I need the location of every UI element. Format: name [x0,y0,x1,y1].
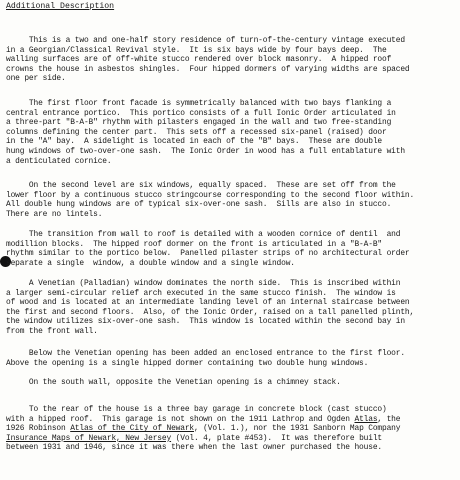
paragraph-front-facade [6,99,458,166]
text-line: The first floor front facade is symmetrically balanced with two bays flanking a [6,99,392,108]
text-line: rhythm similar to the portico below. Panelled pilaster strips of no architectural order [6,249,410,259]
text-line: central entrance portico. This portico consists of a full Ionic Order articulated in [6,108,396,118]
paragraph-garage [6,405,458,453]
text-line: lower floor by a continuous stucco stringcourse corresponding to the second floor within. [6,190,415,200]
text-line: hung windows of two-over-one sash. The Ionic Order in wood has a full entablature with [6,146,405,156]
text-line: All double hung windows are of typical six-over-one sash. Sills are also in stucco. [6,200,392,210]
paragraph-second-level [6,181,458,219]
text-line: walling surfaces are of off-white stucco rendered over block masonry. A hipped roof [6,55,392,65]
paragraph-roof-transition [6,230,458,268]
text-line: the first and second floors. Also, of the Ionic Order, raised on a tall panelled plinth, [6,307,415,317]
text-line: A Venetian (Palladian) window dominates the north side. This is inscribed within [6,279,401,288]
text-line: a denticulated cornice. [6,156,112,166]
section-heading: Additional Description [6,2,115,11]
text-line: On the south wall, opposite the Venetian opening is a chimney stack. [6,378,341,387]
text-line: crowns the house in asbestos shingles. Four hipped dormers of varying widths are spaced [6,64,410,74]
text-line: separate a single window, a double window and a single window. [6,258,295,268]
text-line: between 1931 and 1946, since it was there when the last owner purchased the house. [6,443,382,453]
text-line: To the rear of the house is a three bay garage in concrete block (cast stucco) [6,405,387,414]
paragraph-overview [6,36,458,84]
text-line: Below the Venetian opening has been added an enclosed entrance to the first floor. [6,349,405,358]
text-line: a three-part "B-A-B" rhythm with pilasters engaged in the wall and two free-standing [6,118,392,128]
text-line: one per side. [6,74,66,84]
text-line: The transition from wall to roof is detailed with a wooden cornice of dentil and [6,230,401,239]
text-line: with a hipped roof. This garage is not shown on the 1911 Lathrop and Ogden Atlas, the [6,414,401,424]
paragraph-chimney [6,378,458,388]
text-line: This is a two and one-half story residence of turn-of-the-century vintage executed [6,36,405,45]
text-line: in a Georgian/Classical Revival style. It is six bays wide by four bays deep. The [6,45,387,55]
text-line: modillion blocks. The hipped roof dormer on the front is articulated in a "B-A-B" [6,239,382,249]
text-line: columns defining the center part. This sets off a recessed six-panel (raised) door [6,127,387,137]
text-line: Above the opening is a single hipped dormer containing two double hung windows. [6,358,369,368]
paragraph-enclosed-entrance [6,349,458,368]
text-line: from the front wall. [6,326,98,336]
text-line: On the second level are six windows, equally spaced. These are set off from the [6,181,396,190]
text-line: Insurance Maps of Newark, New Jersey (Vol. 4, plate #453). It was therefore built [6,433,382,443]
text-line: of wood and is located at an intermediate landing level of an internal staircase between [6,298,410,308]
text-line: There are no lintels. [6,209,103,219]
text-line: 1926 Robinson Atlas of the City of Newark, (Vol. 1.), nor the 1931 Sanborn Map Company [6,424,401,434]
text-line: the window utilizes six-over-one sash. This window is located within the second bay in [6,317,405,327]
paragraph-venetian-window [6,279,458,337]
text-line: in the "A" bay. A sidelight is located in each of the "B" bays. These are double [6,137,382,147]
text-line: a larger semi-circular relief arch executed in the same stucco finish. The window is [6,288,396,298]
